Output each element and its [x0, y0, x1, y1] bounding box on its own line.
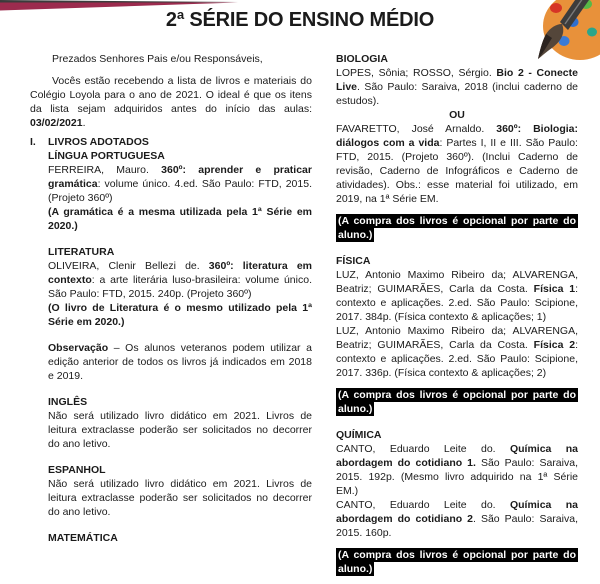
optional-purchase-note: [336, 548, 578, 576]
intro-paragraph: Vocês estão recebendo a lista de livros e materiais do Colégio Loyola para o ano de 2021. O ideal é que os itens da lista sejam adquiridos antes do início das aulas: 03/02/2021.: [30, 75, 312, 129]
book-entry: OLIVEIRA, Clenir Bellezi de. 360º: literatura em contexto: a arte literária luso-brasileira: volume único. São Paulo: FTD, 2015. 240p. (Projeto 360º): [48, 260, 312, 300]
section-biologia: [336, 52, 578, 242]
section-heading: LITERATURA: [48, 246, 115, 258]
section-heading: QUÍMICA: [336, 429, 382, 441]
section-matematica: [48, 531, 312, 545]
book-entry: LUZ, Antonio Maximo Ribeiro da; ALVARENGA, Beatriz; GUIMARÃES, Carla da Costa. Física 2: contexto e aplicações. 2.ed. São Paulo: Scipione, 2017. 336p. (Física contexto & aplicações; 2): [336, 325, 578, 379]
book-entry: FAVARETTO, José Arnaldo. 360º: Biologia: diálogos com a vida: Partes I, II e III. São Paulo: FTD, 2015. (Projeto 360º). (Inclui Caderno de revisão, Caderno de Infográficos e Caderno de atividades). Obs.: esse material foi utilizado, em 2019, na 1ª Série EM.: [336, 123, 578, 205]
adopted-books-list: [30, 135, 312, 545]
book-entry: LUZ, Antonio Maximo Ribeiro da; ALVARENGA, Beatriz; GUIMARÃES, Carla da Costa. Física 1: contexto e aplicações. 2.ed. São Paulo: Scipione, 2017. 384p. (Física contexto & aplicações; 1): [336, 269, 578, 323]
section-heading: LÍNGUA PORTUGUESA: [48, 150, 165, 162]
section-heading: FÍSICA: [336, 255, 371, 267]
or-separator: OU: [449, 109, 465, 121]
book-entry: FERREIRA, Mauro. 360º: aprender e praticar gramática: volume único. 4.ed. São Paulo: FTD, 2015. (Projeto 360º): [48, 164, 312, 204]
right-column: [336, 52, 578, 584]
section-ingles: [48, 395, 312, 451]
section-fisica: [336, 254, 578, 416]
section-heading: ESPANHOL: [48, 464, 106, 476]
book-note: (O livro de Literatura é o mesmo utilizado pela 1ª Série em 2020.): [48, 302, 312, 328]
section-heading: BIOLOGIA: [336, 53, 388, 65]
optional-purchase-note: [336, 388, 578, 416]
observation-paragraph: Observação – Os alunos veteranos podem utilizar a edição anterior de todos os livros já indicados em 2018 e 2019.: [48, 342, 312, 382]
book-entry: LOPES, Sônia; ROSSO, Sérgio. Bio 2 - Conecte Live. São Paulo: Saraiva, 2018 (inclui caderno de estudos).: [336, 67, 578, 107]
book-entry: CANTO, Eduardo Leite do. Química na abordagem do cotidiano 2. São Paulo: Saraiva, 2015. 160p.: [336, 499, 578, 539]
highlighted-note-text: (A compra dos livros é opcional por parte do aluno.): [338, 389, 576, 415]
optional-purchase-note: [336, 214, 578, 242]
section-quimica: [336, 428, 578, 576]
greeting: Prezados Senhores Pais e/ou Responsáveis,: [52, 53, 263, 65]
book-note: (A gramática é a mesma utilizada pela 1ª Série em 2020.): [48, 206, 312, 232]
section-literatura: [48, 245, 312, 329]
section-text: Não será utilizado livro didático em 2021. Livros de leitura extraclasse poderão ser solicitados no decorrer do ano letivo.: [48, 410, 312, 450]
list-numeral: I.: [30, 136, 36, 148]
highlighted-note-text: (A compra dos livros é opcional por parte do aluno.): [338, 215, 576, 241]
adopted-list-title: LIVROS ADOTADOS: [48, 136, 149, 148]
section-text: Não será utilizado livro didático em 2021. Livros de leitura extraclasse poderão ser solicitados no decorrer do ano letivo.: [48, 478, 312, 518]
section-heading: MATEMÁTICA: [48, 532, 118, 544]
highlighted-note-text: (A compra dos livros é opcional por parte do aluno.): [338, 549, 576, 575]
section-espanhol: [48, 463, 312, 519]
section-lingua-portuguesa: [48, 149, 312, 233]
section-heading: INGLÊS: [48, 396, 88, 408]
page-title: 2ª SÉRIE DO ENSINO MÉDIO: [165, 9, 435, 31]
book-entry: CANTO, Eduardo Leite do. Química na abordagem do cotidiano 1. São Paulo: Saraiva, 2015. 192p. (Mesmo livro adquirido na 1ª Série EM.): [336, 443, 578, 497]
left-column: [30, 52, 312, 545]
